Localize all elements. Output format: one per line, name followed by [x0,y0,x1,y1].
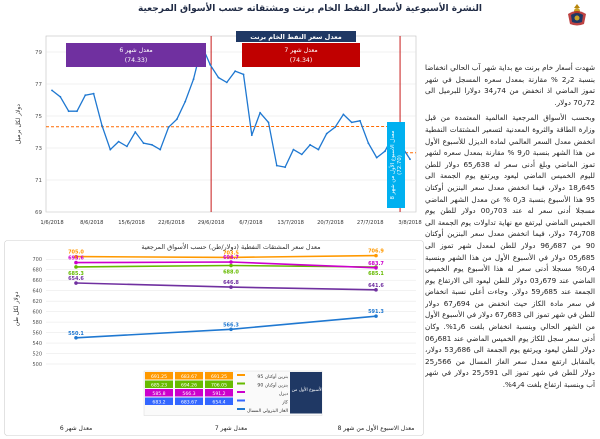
brent-price-point [268,122,270,124]
legend-label: الغاز البترولي المسال [246,408,288,414]
y-tick-label: 77 [35,82,42,88]
table-cell-value: 685.23 [150,383,168,389]
brent-price-chart [4,30,424,238]
legend-label: ديزل [278,391,288,397]
table-cell-value: 566.3 [182,391,196,397]
aug-average-value: (72.70) [397,155,403,175]
brent-price-point [51,90,53,92]
x-tick-label: 22/6/2018 [158,220,185,226]
y-tick-label: 71 [35,178,42,184]
brent-price-point [68,110,70,112]
brent-price-point [351,122,353,124]
legend-swatch [237,383,245,385]
y-tick-label: 560 [32,330,42,337]
jordan-coat-of-arms-icon [562,2,592,28]
brent-price-point [367,142,369,144]
y-tick-label: 680 [32,267,42,274]
legend-swatch [237,408,245,410]
paragraph-2: وبحسب الأسواق المرجعية العالمية المعتمدة من قبل وزارة الطاقة والثروة المعدنية لتسعير المشتقات النفطية انخفض معدل السعر العالمي لمادة الديزل للأسبوع الأول من هذا الشهر بنسبة 0ر9 % مقارنة بمعدل سعره لشهر تموز الماضي وبلغ أدنى سعر له 638ر65 دولار للطن لليوم الخميس الماضي ليعود ويرتفع يوم الجمعة الى 645ر18 دولار، فيما انخفض معدل سعر البنزين أوكتان 95 هذا الأسبوع بنسبة 3ر0 % عن معدل الشهر الماضي مسجلا أدنى سعر له عند 703ر00 دولار للطن يوم الخميس الماضي ليرتفع مع نهاية تداولات يوم الجمعة الى 708ر74 دولار، فيما انخفض معدل سعر البنزين أوكتان 90 من 687ر96 دولار للطن لمعدل شهر تموز الى 685ر05 دولار في الأسبوع الأول من هذا الشهر وبنسبة 4ر0% مسجلا أدنى سعر له هذا الأسبوع يوم الخميس الماضي عند 679ر03 دولار للطن ليعود الى الارتفاع يوم الجمعة عند 685ر59 دولار. وجاءت أعلى نسبة انخفاض في سعر مادة الكاز حيث انخفض من 694ر67 دولار للطن في شهر تموز الى 683ر67 دولار في الأسبوع الأول من الشهر الحالي وبنسبة انخفاض بلغت 6ر1%. وكان أدنى سعر سجل للكاز يوم الخميس الماضي عند 681ر06 دولار للطن ليعود ويرتفع يوم الجمعة الى 686ر53 دولار، بالمقابل ارتفع معدل سعر الغاز المسال من 566ر25 دولار للطن في شهر تموز الى 591ر25 دولار في شهر آب وبنسبة ارتفاع بلغت 4ر4%. [425,113,595,390]
y-axis-label: دولار لكل طن [13,291,20,327]
top-header [0,0,600,30]
brent-price-point [159,149,161,151]
y-tick-label: 580 [32,320,42,327]
table-cell-value: 683.67 [180,400,198,406]
legend-label: بنزين أوكتان 90 [257,383,288,389]
aug-average-label: معدل الاسبوع الأول من شهر 8 [390,130,396,200]
x-tick-label: 6/7/2018 [239,220,263,226]
x-tick-label: 13/7/2018 [277,220,304,226]
brent-price-point [251,134,253,136]
x-tick-label: 8/6/2018 [80,220,104,226]
chart-title: معدل سعر النفط الخام برنت [250,33,342,41]
y-tick-label: 700 [32,257,42,264]
derivatives-price-chart [4,240,424,436]
brent-price-point [359,120,361,122]
data-label: 566.3 [223,322,239,329]
table-cell-value: 585.8 [152,391,166,397]
data-label: 641.6 [368,282,384,289]
brent-price-point [342,114,344,116]
y-tick-label: 620 [32,299,42,306]
y-axis-label: دولار لكل برميل [15,104,22,144]
table-cell-value: 683.2 [152,400,166,406]
brent-price-point [218,77,220,79]
table-cell-value: 691.25 [210,374,228,380]
y-tick-label: 540 [32,341,42,348]
data-label: 646.8 [223,280,239,287]
data-label: 685.3 [68,270,84,277]
x-tick-label: 15/6/2018 [118,220,145,226]
data-label: 693.6 [68,255,84,262]
brent-price-point [276,165,278,167]
brent-price-point [59,96,61,98]
y-tick-label: 660 [32,278,42,285]
table-cell-value: 654.4 [212,400,226,406]
brent-price-point [384,150,386,152]
data-label: 654.6 [68,276,84,283]
table-cell-value: 683.67 [180,374,198,380]
brent-price-point [409,158,411,160]
brent-price-point [184,101,186,103]
brent-price-point [151,144,153,146]
data-label: 703.5 [223,250,239,257]
table-cell-value: 706.05 [210,383,228,389]
x-category-label: معدل الاسبوع الأول من شهر 8 [337,425,415,432]
table-cell-value: 694.26 [180,383,198,389]
brent-price-point [143,142,145,144]
brent-price-point [284,166,286,168]
data-label: 706.9 [368,248,384,255]
series-point [229,264,233,268]
paragraph-1: شهدت أسعار خام برنت مع بداية شهر آب الحالي انخفاضا بنسبة 2ر2 % مقارنة بمعدل سعره المسجل في شهر تموز الماضي اذ انخفض من 74ر34 دولارا للبرميل الى 72ر70 دولار. [425,63,595,107]
data-label: 591.3 [368,309,384,316]
y-tick-label: 73 [35,146,42,152]
x-category-label: معدل شهر 7 [214,425,248,432]
y-tick-label: 600 [32,309,42,316]
brent-price-point [309,144,311,146]
brent-price-point [76,110,78,112]
brent-price-point [101,125,103,127]
brent-price-point [234,70,236,72]
legend-swatch [237,391,245,393]
legend-label: بنزين أوكتان 95 [257,374,288,380]
brent-price-point [168,126,170,128]
y-tick-label: 69 [35,210,42,216]
brent-price-point [243,74,245,76]
x-tick-label: 29/6/2018 [197,220,225,226]
x-tick-label: 3/8/2018 [398,220,422,226]
brent-price-point [259,112,261,114]
table-header-label: معدل الأسبوع الأول من شهر 8 [277,388,335,393]
june-average-label: معدل شهر 6 [119,47,153,54]
brent-price-point [376,157,378,159]
brent-price-point [301,154,303,156]
y-tick-label: 79 [35,50,42,56]
x-category-label: معدل شهر 6 [59,425,93,432]
brent-price-point [334,126,336,128]
y-tick-label: 75 [35,114,42,120]
series-point [74,265,78,269]
brent-price-point [293,149,295,151]
legend-swatch [237,400,245,402]
data-label: 705.0 [68,249,84,256]
y-tick-label: 640 [32,288,42,295]
brent-price-point [318,149,320,151]
bulletin-title: النشرة الأسبوعية لأسعار النفط الخام برنت ومشتقاته حسب الأسواق المرجعية [138,4,482,14]
data-label: 685.1 [368,271,384,278]
analysis-text [425,62,595,432]
brent-price-point [126,146,128,148]
data-label: 550.1 [68,330,84,337]
brent-price-point [118,141,120,143]
brent-price-point [226,82,228,84]
x-tick-label: 27/7/2018 [356,220,384,226]
brent-price-point [134,131,136,133]
brent-price-point [84,94,86,96]
y-tick-label: 520 [32,351,42,358]
july-average-label: معدل شهر 7 [284,47,318,54]
x-tick-label: 1/6/2018 [40,220,64,226]
brent-price-point [209,64,211,66]
data-label: 694.7 [223,255,239,262]
brent-price-point [93,93,95,95]
june-average-value: (74.33) [124,57,148,64]
legend-label: كاز [282,400,288,406]
x-tick-label: 20/7/2018 [317,220,344,226]
july-average-value: (74.34) [289,57,313,64]
legend-swatch [237,374,245,376]
brent-price-point [176,118,178,120]
brent-price-point [193,78,195,80]
table-cell-value: 591.2 [212,391,226,397]
table-cell-value: 691.25 [150,374,168,380]
data-label: 683.7 [368,260,384,267]
chart-title: معدل سعر المشتقات النفطية (دولار/طن) حسب الأسواق المرجعية [141,243,321,251]
y-tick-label: 500 [32,362,42,368]
brent-price-point [109,149,111,151]
data-label: 688.0 [223,269,239,276]
brent-price-point [326,133,328,135]
